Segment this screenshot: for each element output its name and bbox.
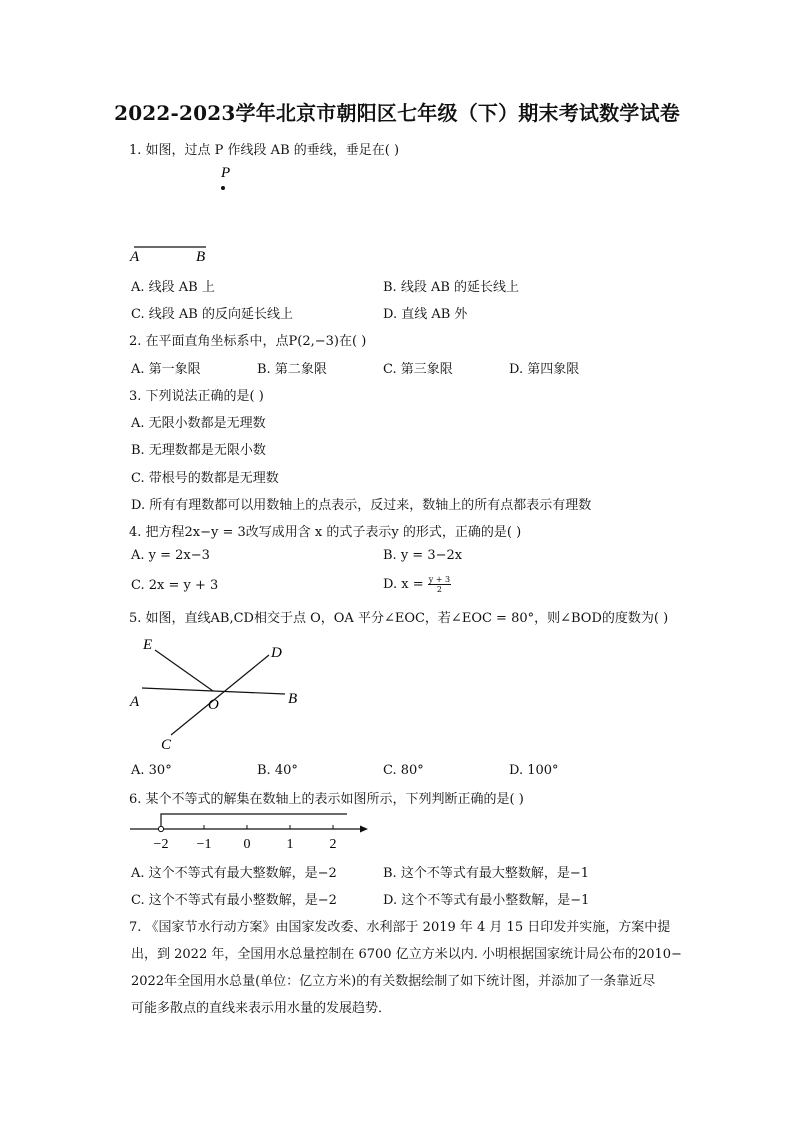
tick-label: 1 [286,837,294,852]
point-p-dot [221,186,225,190]
q1-option-a: A. 线段 AB 上 [131,280,215,295]
ray-oe [155,650,213,691]
q1-option-b: B. 线段 AB 的延长线上 [383,280,520,295]
fraction-denominator: 2 [436,585,442,594]
q5-option-d: D. 100° [509,763,559,778]
question-5-figure [125,630,315,755]
question-6-stem: 6. 某个不等式的解集在数轴上的表示如图所示，下列判断正确的是( ) [129,792,524,807]
q4-option-d-label: D. x = [383,577,428,592]
q3-option-d: D. 所有有理数都可以用数轴上的点表示，反过来，数轴上的所有点都表示有理数 [131,498,592,513]
open-circle-marker [158,826,163,831]
q1-option-d: D. 直线 AB 外 [383,307,468,322]
point-c-label: C [161,737,172,753]
question-1-figure [120,160,240,268]
line-cd [171,655,269,735]
q6-option-b: B. 这个不等式有最大整数解，是−1 [383,866,589,881]
number-line-figure [125,808,375,853]
question-4-stem: 4. 把方程2x−y = 3改写成用含 x 的式子表示y 的形式，正确的是( ) [129,525,522,540]
point-a-label: A [130,249,140,265]
q5-option-a: A. 30° [131,763,172,778]
q4-option-b: B. y = 3−2x [383,548,463,563]
page-title: 2022-2023学年北京市朝阳区七年级（下）期末考试数学试卷 [114,101,680,125]
tick-label: −2 [153,837,169,852]
q1-option-c: C. 线段 AB 的反向延长线上 [131,307,293,322]
q3-option-c: C. 带根号的数都是无理数 [131,471,279,486]
tick-label: 2 [329,837,337,852]
question-7-line-1: 7. 《国家节水行动方案》由国家发改委、水利部于 2019 年 4 月 15 日印发并实施，方案中提 [129,920,671,935]
q3-option-b: B. 无理数都是无限小数 [131,443,266,458]
q2-option-b: B. 第二象限 [257,362,327,377]
q4-option-a: A. y = 2x−3 [131,548,210,563]
question-7-line-2: 出，到 2022 年，全国用水总量控制在 6700 亿立方米以内. 小明根据国家统计局公布的2010− [131,947,682,962]
solution-ray [161,814,347,826]
line-ab [142,688,285,694]
point-e-label: E [143,637,153,653]
point-o-label: O [208,697,219,713]
q4-option-c: C. 2x = y + 3 [131,578,219,593]
question-7-line-4: 可能多散点的直线来表示用水量的发展趋势． [131,1001,392,1016]
axis-arrow-icon [360,826,368,833]
q2-option-a: A. 第一象限 [131,362,201,377]
question-2-stem: 2. 在平面直角坐标系中，点P(2,−3)在( ) [129,334,367,349]
point-p-label: P [221,165,231,181]
q6-option-c: C. 这个不等式有最小整数解，是−2 [131,893,337,908]
question-1-stem: 1. 如图，过点 P 作线段 AB 的垂线，垂足在( ) [129,143,400,158]
tick-label: 0 [243,837,251,852]
q4-option-d-fraction [428,575,451,594]
fraction-numerator: y + 3 [428,575,451,584]
q3-option-a: A. 无限小数都是无理数 [131,416,266,431]
point-d-label: D [271,645,282,661]
question-5-stem: 5. 如图，直线AB,CD相交于点 O，OA 平分∠EOC，若∠EOC = 80°，则∠BOD的度数为( ) [129,611,669,626]
q5-option-b: B. 40° [257,763,298,778]
point-a-label: A [130,694,140,710]
q6-option-a: A. 这个不等式有最大整数解，是−2 [131,866,337,881]
q2-option-d: D. 第四象限 [509,362,580,377]
point-b-label: B [288,691,298,707]
question-7-line-3: 2022年全国用水总量(单位：亿立方米)的有关数据绘制了如下统计图，并添加了一条靠近尽 [131,974,656,989]
point-b-label: B [196,249,206,265]
q5-option-c: C. 80° [383,763,424,778]
q6-option-d: D. 这个不等式有最小整数解，是−1 [383,893,590,908]
question-3-stem: 3. 下列说法正确的是( ) [129,389,264,404]
tick-label: −1 [196,837,212,852]
q2-option-c: C. 第三象限 [383,362,453,377]
q4-option-d [383,575,451,594]
